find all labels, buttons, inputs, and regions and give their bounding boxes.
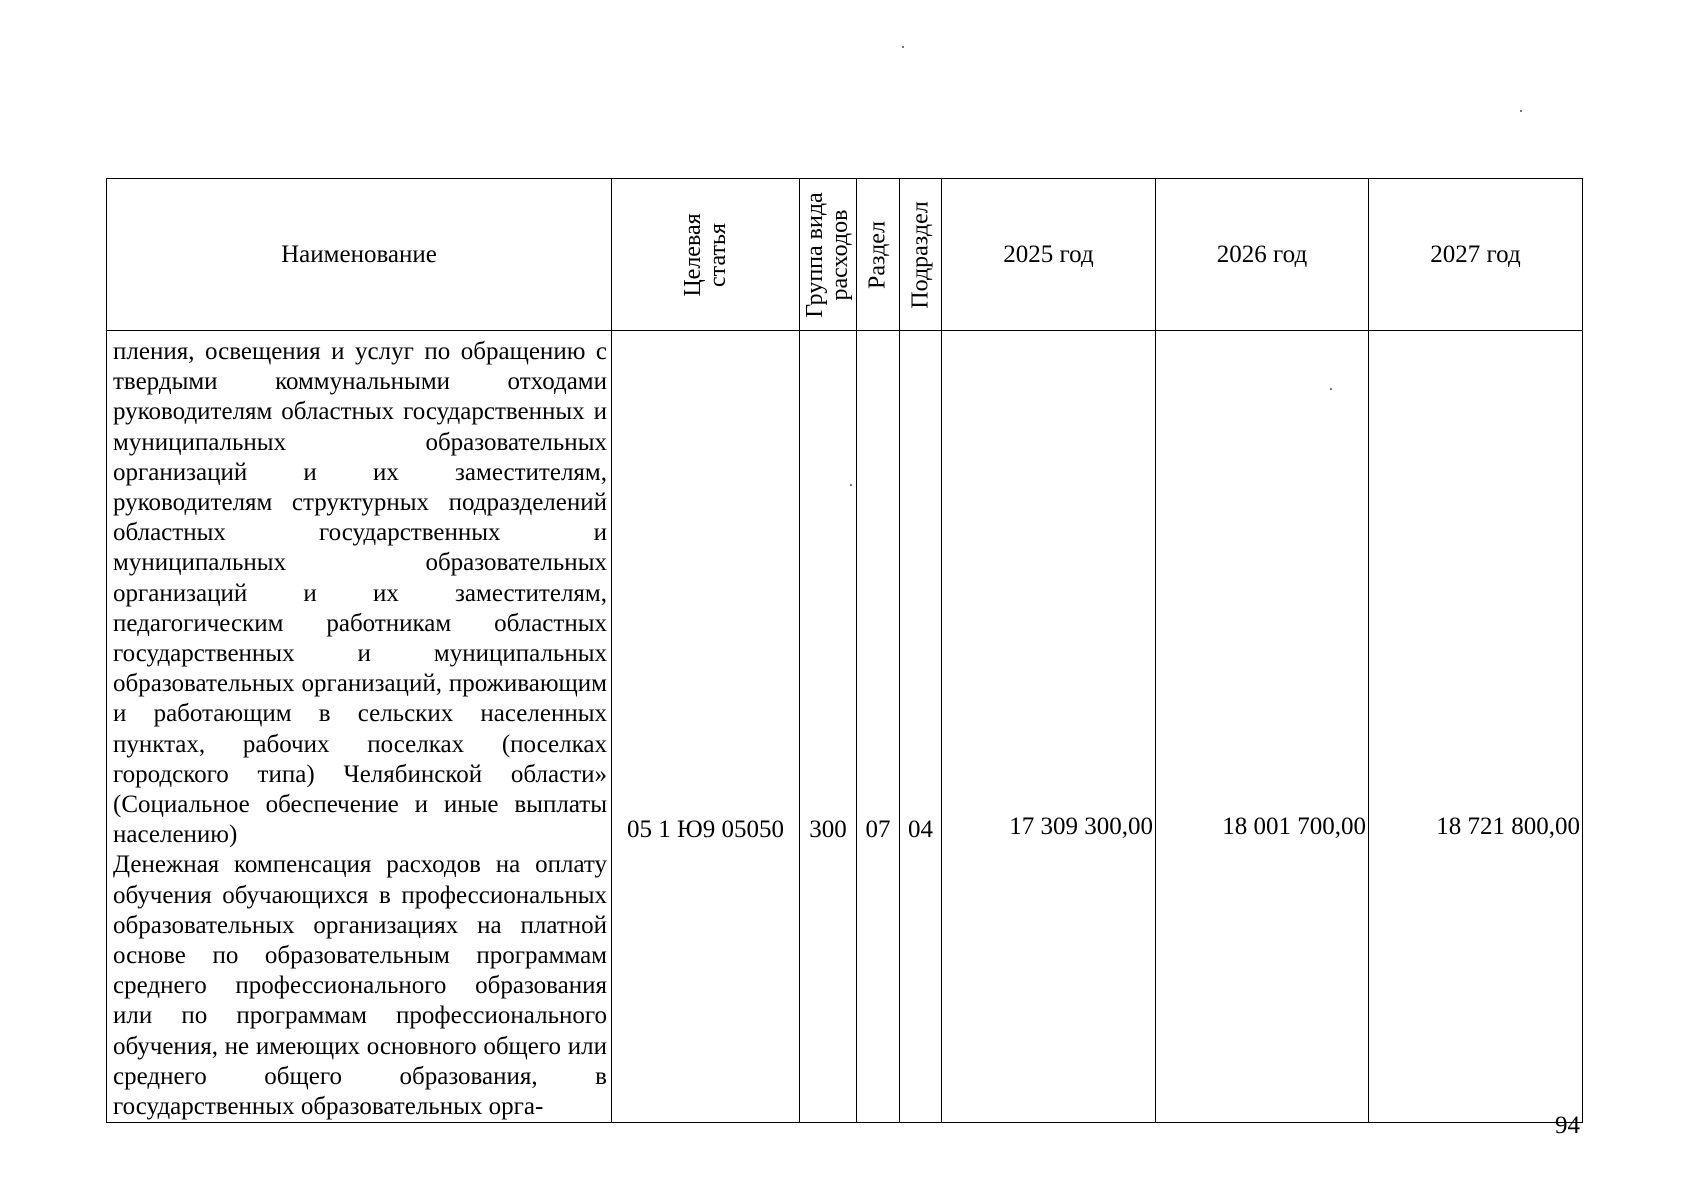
header-target-article-line1: Целевая: [679, 212, 706, 297]
header-name: Наименование: [107, 179, 612, 331]
row-description-part-1: пления, освещения и услуг по обращению с твердыми коммунальными отходами руководителям областных государственных и муниципальных образовательных организаций и их заместителям, руководителям структурных подразделений областных государственных и муниципальных образовательных организаций и их заместителям, педагогическим работникам областных государственных и муниципальных образовательных организаций, проживающим и работающим в сельских населенных пунктах, рабочих поселках (поселках городского типа) Челябинской области» (Социальное обеспечение и иные выплаты населению): [113, 338, 607, 849]
row-subsection: 04: [900, 331, 942, 1123]
header-section-label: Раздел: [864, 220, 891, 289]
header-section: [857, 179, 900, 331]
scan-speck: [1330, 388, 1332, 390]
row-description-part-2: Денежная компенсация расходов на оплату обучения обучающихся в профессиональных образовательных организациях на платной основе по образовательным программам среднего профессионального образования или по программам профессионального обучения, не имеющих основного общего или среднего общего образования, в государственных образовательных орга-: [113, 851, 607, 1121]
header-expense-group: [800, 179, 857, 331]
budget-table: [106, 178, 1583, 1123]
table-header-row: [107, 179, 1583, 331]
row-description-cell: [107, 331, 612, 1123]
header-subsection: [900, 179, 942, 331]
header-expense-group-line2: расходов: [827, 209, 853, 300]
row-expense-group: 300: [800, 331, 857, 1123]
row-section: 07: [857, 331, 900, 1123]
page-number: 94: [1555, 1112, 1580, 1139]
header-subsection-label: Подраздел: [907, 200, 933, 309]
scan-speck: [850, 484, 852, 486]
header-year-2027: 2027 год: [1369, 179, 1583, 331]
table-row: [107, 331, 1583, 1123]
header-target-article: [612, 179, 800, 331]
row-amount-2026: 18 001 700,00: [1156, 331, 1369, 1123]
row-amount-2027: 18 721 800,00: [1369, 331, 1583, 1123]
row-amount-2025: 17 309 300,00: [942, 331, 1156, 1123]
scan-speck: [1520, 110, 1522, 112]
header-target-article-line2: статья: [704, 222, 731, 287]
header-year-2026: 2026 год: [1156, 179, 1369, 331]
scan-speck: [902, 46, 904, 48]
row-target-article: 05 1 Ю9 05050: [612, 331, 800, 1123]
header-year-2025: 2025 год: [942, 179, 1156, 331]
header-expense-group-line1: Группа вида: [802, 191, 828, 318]
